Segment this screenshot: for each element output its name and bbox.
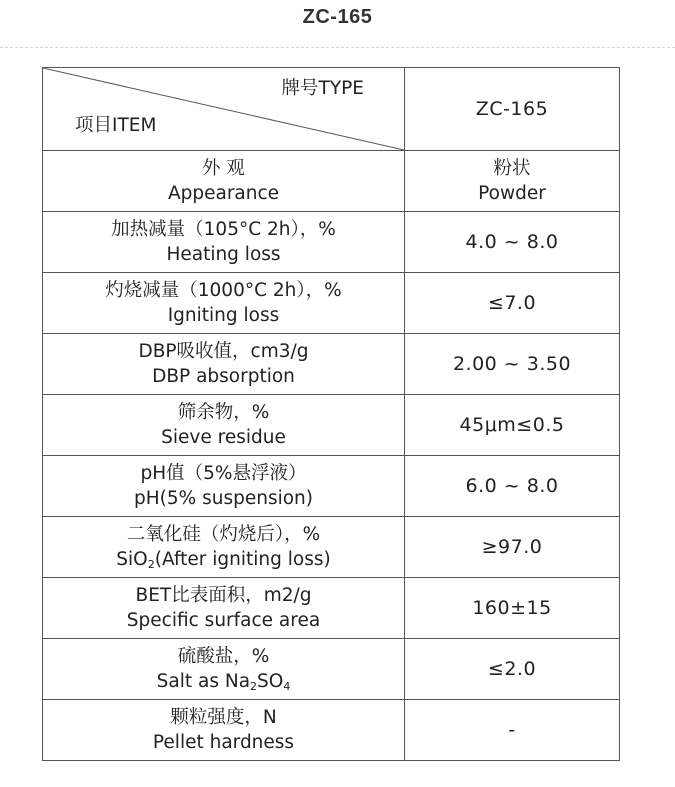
header-model: ZC-165: [475, 97, 549, 120]
value-cell: [405, 151, 620, 212]
item-cell: [43, 639, 405, 700]
formula-text: SiO: [116, 549, 148, 570]
value: -: [508, 718, 516, 741]
table-row-sulfate: [43, 639, 620, 700]
title-divider: [0, 47, 675, 48]
table-row-appearance: [43, 151, 620, 212]
item-cell: [43, 151, 405, 212]
value-cell: [405, 334, 620, 395]
header-item-label: 项目ITEM: [75, 115, 157, 136]
table-row-sio2: [43, 517, 620, 578]
item-cn: DBP吸收值，cm3/g: [138, 341, 309, 362]
value: 4.0 ~ 8.0: [465, 230, 559, 253]
item-cell: [43, 212, 405, 273]
item-cn: 筛余物，%: [177, 402, 270, 423]
item-cn: 颗粒强度，N: [170, 707, 277, 728]
item-cn: 硫酸盐，%: [177, 646, 270, 667]
item-en: Sieve residue: [161, 427, 286, 448]
table-row-heating-loss: [43, 212, 620, 273]
item-cell: [43, 578, 405, 639]
item-cn: 外 观: [202, 158, 245, 179]
value-cell: [405, 700, 620, 761]
item-en: DBP absorption: [152, 366, 295, 387]
header-model-cell: [405, 68, 620, 151]
spec-table: [42, 67, 620, 761]
value: ≤7.0: [487, 291, 537, 314]
value-cell: [405, 395, 620, 456]
item-cn: 加热减量（105°C 2h），%: [111, 219, 336, 240]
item-en: Heating loss: [166, 244, 281, 265]
formula-text: SO: [257, 671, 284, 692]
formula-subscript: 2: [250, 680, 258, 693]
value-cell: [405, 639, 620, 700]
item-en: Appearance: [167, 183, 280, 204]
item-en: Specific surface area: [126, 610, 321, 631]
value: 45μm≤0.5: [459, 413, 565, 436]
item-en: pH(5% suspension): [134, 488, 313, 509]
item-cn: pH值（5%悬浮液）: [140, 463, 307, 484]
value-cell: [405, 517, 620, 578]
value: ≥97.0: [481, 535, 543, 558]
table-row-pellet-hardness: [43, 700, 620, 761]
value: 2.00 ~ 3.50: [452, 352, 572, 375]
item-cell: [43, 456, 405, 517]
item-cell: [43, 700, 405, 761]
value: Powder: [478, 183, 546, 204]
table-row-bet: [43, 578, 620, 639]
item-en: Pellet hardness: [152, 732, 295, 753]
value-cn: 粉状: [493, 158, 531, 179]
table-row-dbp-absorption: [43, 334, 620, 395]
value-cell: [405, 212, 620, 273]
item-cell: [43, 395, 405, 456]
item-en: Igniting loss: [167, 305, 280, 326]
formula-text: Salt as Na: [156, 671, 251, 692]
item-cn: 二氧化硅（灼烧后），%: [126, 524, 321, 545]
item-cell: [43, 273, 405, 334]
value-cell: [405, 456, 620, 517]
page-title: ZC-165: [302, 6, 373, 28]
value-cell: [405, 273, 620, 334]
item-cn: 灼烧减量（1000°C 2h），%: [105, 280, 342, 301]
table-row-igniting-loss: [43, 273, 620, 334]
item-cn: BET比表面积，m2/g: [135, 585, 312, 606]
header-row: [43, 68, 620, 151]
value: 160±15: [472, 596, 552, 619]
header-type-label: 牌号TYPE: [281, 78, 364, 99]
value-cell: [405, 578, 620, 639]
formula-text: (After igniting loss): [154, 549, 331, 570]
value: ≤2.0: [487, 657, 537, 680]
item-cell: [43, 517, 405, 578]
formula-subscript: 4: [283, 680, 291, 693]
table-row-sieve-residue: [43, 395, 620, 456]
item-cell: [43, 334, 405, 395]
header-diagonal-cell: [43, 68, 405, 151]
item-en: [43, 547, 404, 572]
formula-subscript: 2: [147, 558, 155, 571]
table-row-ph: [43, 456, 620, 517]
value: 6.0 ~ 8.0: [465, 474, 559, 497]
item-en: [43, 669, 404, 694]
